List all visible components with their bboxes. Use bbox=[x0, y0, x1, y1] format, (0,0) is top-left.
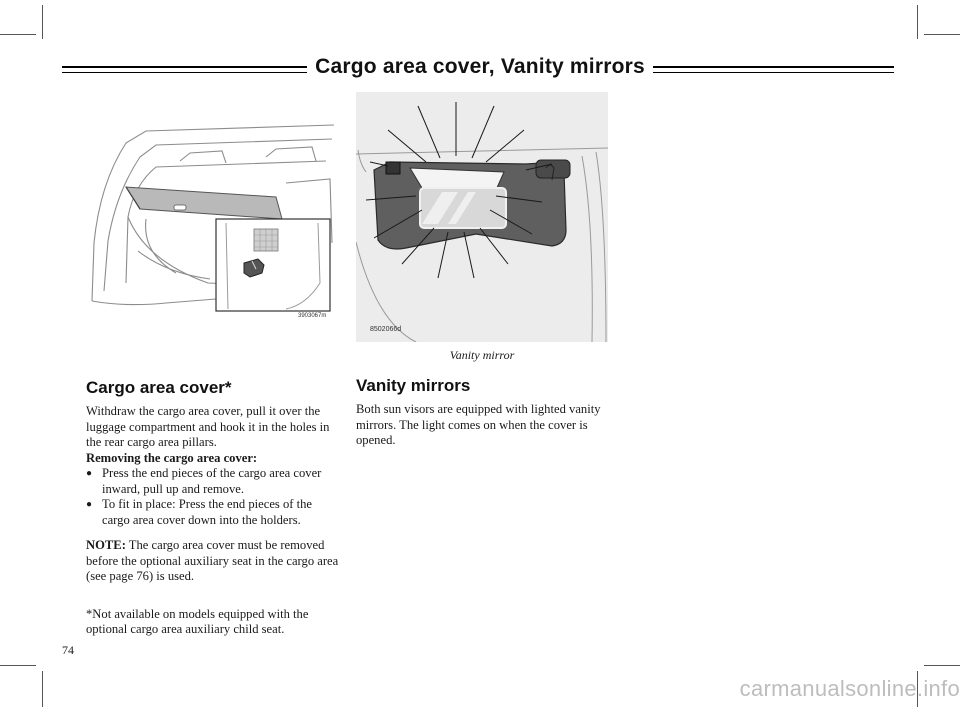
vanity-mirror-illustration bbox=[356, 92, 608, 342]
page-title: Cargo area cover, Vanity mirrors bbox=[0, 55, 960, 79]
footnote: *Not available on models equipped with the optional cargo area auxiliary child seat. bbox=[86, 606, 309, 636]
figure-code: 8502066d bbox=[370, 326, 402, 333]
cargo-text bbox=[86, 404, 342, 638]
note-text: The cargo area cover must be removed before the optional auxiliary seat in the cargo area (see page 76) is used. bbox=[86, 538, 339, 583]
crop-mark bbox=[917, 5, 918, 39]
note-label: NOTE: bbox=[86, 538, 126, 552]
cargo-intro: Withdraw the cargo area cover, pull it over the luggage compartment and hook it in the holes in the rear cargo area pillars. bbox=[86, 404, 330, 449]
vanity-body: Both sun visors are equipped with lighted vanity mirrors. The light comes on when the cover is opened. bbox=[356, 402, 601, 447]
section-heading-vanity: Vanity mirrors bbox=[356, 376, 471, 395]
crop-mark bbox=[42, 671, 43, 707]
crop-mark bbox=[0, 665, 36, 666]
crop-mark bbox=[924, 34, 960, 35]
crop-mark bbox=[42, 5, 43, 39]
crop-mark bbox=[0, 34, 36, 35]
remove-steps bbox=[86, 466, 342, 528]
cargo-cover-illustration bbox=[86, 123, 336, 321]
figure-code: 3903067m bbox=[298, 313, 327, 319]
list-item: ● Press the end pieces of the cargo area cover inward, pull up and remove. bbox=[86, 466, 342, 497]
note bbox=[86, 538, 342, 585]
remove-heading: Removing the cargo area cover: bbox=[86, 450, 258, 465]
page-number: 74 bbox=[62, 643, 74, 657]
crop-mark bbox=[924, 665, 960, 666]
list-item: ● To fit in place: Press the end pieces of the cargo area cover down into the holders. bbox=[86, 497, 342, 528]
vanity-text bbox=[356, 402, 606, 449]
watermark: carmanualsonline.info bbox=[739, 676, 960, 701]
section-heading-cargo: Cargo area cover* bbox=[86, 378, 232, 397]
figure-caption: Vanity mirror bbox=[449, 348, 515, 362]
